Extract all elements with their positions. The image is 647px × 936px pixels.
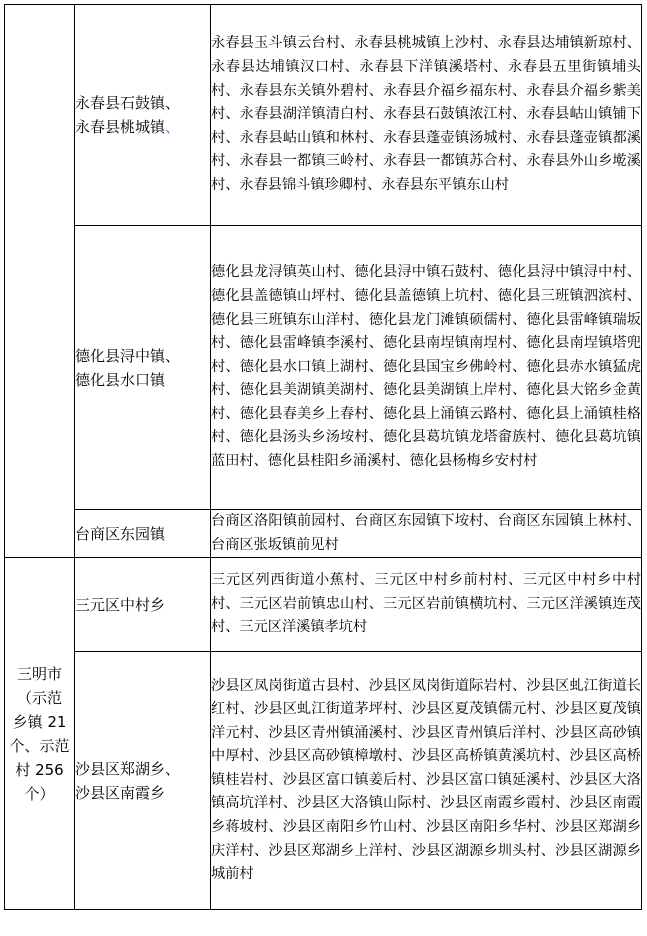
town-name: 德化县水口镇 — [75, 370, 166, 389]
city-text: 乡镇 21 — [12, 712, 67, 731]
town-cell — [75, 226, 211, 510]
village-list-cell: 德化县龙浔镇英山村、德化县浔中镇石鼓村、德化县浔中镇浔中村、德化县盖德镇山坪村、德化县盖德镇上坑村、德化县三班镇泗滨村、德化县三班镇东山洋村、德化县龙门滩镇硕儒村、德化县雷峰镇瑞坂村、德化县雷峰镇李溪村、德化县南埕镇南埕村、德化县南埕镇塔兜村、德化县水口镇上湖村、德化县国宝乡佛岭村、德化县赤水镇猛虎村、德化县美湖镇美湖村、德化县美湖镇上岸村、德化县大铭乡金黄村、德化县春美乡上春村、德化县上涌镇云路村、德化县上涌镇桂格村、德化县汤头乡汤垵村、德化县葛坑镇龙塔畲族村、德化县葛坑镇蓝田村、德化县桂阳乡涌溪村、德化县杨梅乡安村村 — [211, 226, 642, 510]
city-text: 三明市 — [16, 664, 62, 683]
town-name: 台商区东园镇 — [75, 524, 166, 543]
city-cell-quanzhou-continued — [5, 5, 75, 558]
town-name: 德化县浔中镇、 — [75, 346, 181, 365]
town-cell — [75, 5, 211, 226]
village-list-cell: 沙县区凤岗街道古县村、沙县区凤岗街道际岩村、沙县区虬江街道长红村、沙县区虬江街道茅坪村、沙县区夏茂镇儒元村、沙县区夏茂镇洋元村、沙县区青州镇涌溪村、沙县区青州镇后洋村、沙县区高砂镇中厚村、沙县区高砂镇樟墩村、沙县区高桥镇黄溪坑村、沙县区高桥镇桂岩村、沙县区富口镇姜后村、沙县区富口镇延溪村、沙县区大洛镇高坑洋村、沙县区大洛镇山际村、沙县区南霞乡霞村、沙县区南霞乡蒋坡村、沙县区南阳乡竹山村、沙县区南阳乡华村、沙县区郑湖乡庆洋村、沙县区郑湖乡上洋村、沙县区湖源乡圳头村、沙县区湖源乡城前村 — [211, 652, 642, 910]
table-row — [5, 510, 642, 558]
town-cell — [75, 558, 211, 652]
city-cell-sanming — [5, 558, 75, 910]
village-list-cell: 三元区列西街道小蕉村、三元区中村乡前村村、三元区中村乡中村村、三元区岩前镇忠山村、三元区岩前镇横坑村、三元区洋溪镇连茂村、三元区洋溪镇孝坑村 — [211, 558, 642, 652]
city-text: 个、示范 — [9, 736, 70, 755]
town-name: 永春县石鼓镇、 — [75, 94, 181, 112]
town-name: 沙县区南霞乡 — [75, 783, 166, 802]
table-row — [5, 5, 642, 226]
town-cell — [75, 652, 211, 910]
city-text: 个） — [24, 784, 55, 803]
table-row — [5, 558, 642, 652]
town-name: 永春县桃城镇 — [75, 118, 166, 136]
village-list-cell: 永春县玉斗镇云台村、永春县桃城镇上沙村、永春县达埔镇新琼村、永春县达埔镇汉口村、永春县下洋镇溪塔村、永春县五里街镇埔头村、永春县东关镇外碧村、永春县介福乡福东村、永春县介福乡紫美村、永春县湖洋镇清白村、永春县石鼓镇浓江村、永春县岵山镇铺下村、永春县岵山镇和林村、永春县蓬壶镇汤城村、永春县蓬壶镇都溪村、永春县一都镇三岭村、永春县一都镇苏合村、永春县外山乡墘溪村、永春县锦斗镇珍卿村、永春县东平镇东山村 — [211, 5, 642, 226]
trailing-mark: 、 — [165, 118, 181, 136]
city-text: 村 256 — [15, 760, 64, 779]
village-list-cell: 台商区洛阳镇前园村、台商区东园镇下垵村、台商区东园镇上林村、台商区张坂镇前见村 — [211, 510, 642, 558]
table-row — [5, 226, 642, 510]
town-name: 三元区中村乡 — [75, 595, 166, 614]
table-row — [5, 652, 642, 910]
town-name: 沙县区郑湖乡、 — [75, 759, 181, 778]
town-cell — [75, 510, 211, 558]
city-text: （示范 — [16, 688, 62, 707]
demo-village-table — [4, 4, 642, 910]
